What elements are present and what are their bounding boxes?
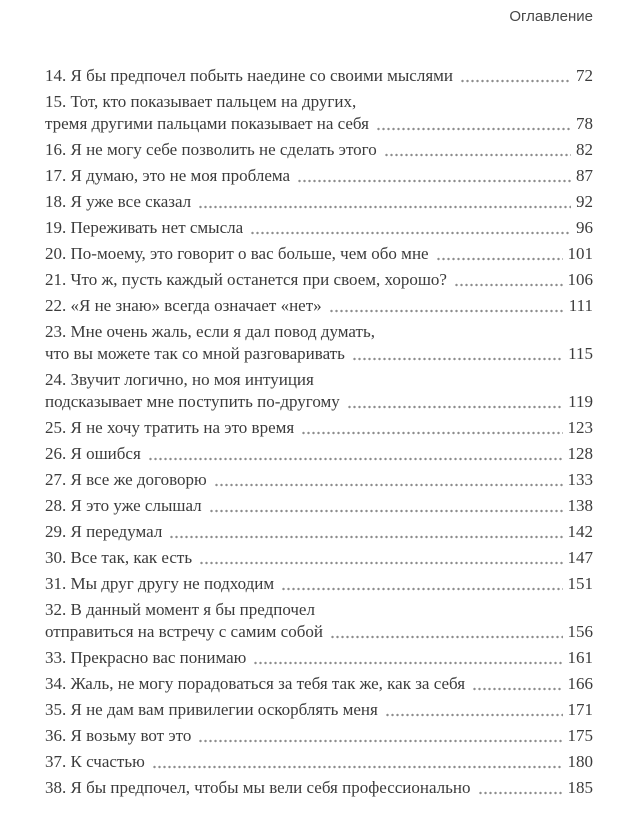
toc-entry[interactable] — [45, 295, 593, 317]
toc-entry-text: 21. Что ж, пусть каждый останется при своем, хорошо? — [45, 270, 447, 289]
toc-entry-line — [45, 113, 593, 135]
toc-entry[interactable] — [45, 469, 593, 491]
toc-entry-text: подсказывает мне поступить по-другому — [45, 392, 340, 411]
toc-entry-line — [45, 321, 593, 343]
dot-leader — [472, 687, 562, 691]
toc-page-number: 87 — [576, 166, 593, 185]
toc-entry[interactable] — [45, 751, 593, 773]
toc-entry-text: 26. Я ошибся — [45, 444, 141, 463]
toc-entry-line — [45, 521, 593, 543]
toc-page-number: 185 — [567, 778, 593, 797]
toc-entry-text: 38. Я бы предпочел, чтобы мы вели себя профессионально — [45, 778, 471, 797]
toc-entry-text: 35. Я не дам вам привилегии оскорблять меня — [45, 700, 378, 719]
toc-entry-text: 25. Я не хочу тратить на это время — [45, 418, 295, 437]
toc-page-number: 142 — [567, 522, 593, 541]
dot-leader — [384, 153, 571, 157]
toc-entry-line — [45, 295, 593, 317]
toc-entry[interactable] — [45, 269, 593, 291]
toc-entry-text: 34. Жаль, не могу порадоваться за тебя так же, как за себя — [45, 674, 466, 693]
toc-page-number: 128 — [567, 444, 593, 463]
dot-leader — [478, 791, 563, 795]
toc-page-number: 92 — [576, 192, 593, 211]
dot-leader — [329, 309, 564, 313]
toc-entry-text: 20. По-моему, это говорит о вас больше, чем обо мне — [45, 244, 429, 263]
dot-leader — [152, 765, 563, 769]
toc-entry-line — [45, 725, 593, 747]
dot-leader — [148, 457, 563, 461]
dot-leader — [297, 179, 571, 183]
toc-entry-line — [45, 469, 593, 491]
toc-entry[interactable] — [45, 417, 593, 439]
toc-entry-text: 29. Я передумал — [45, 522, 163, 541]
toc-entry-text: 31. Мы друг другу не подходим — [45, 574, 275, 593]
dot-leader — [376, 127, 571, 131]
toc-entry-line — [45, 343, 593, 365]
toc-entry-line — [45, 699, 593, 721]
toc-page-number: 82 — [576, 140, 593, 159]
toc-entry-text: 17. Я думаю, это не моя проблема — [45, 166, 291, 185]
toc-entry-text: 30. Все так, как есть — [45, 548, 193, 567]
toc-entry[interactable] — [45, 647, 593, 669]
dot-leader — [198, 205, 571, 209]
toc-page-number: 119 — [568, 392, 593, 411]
toc-page-number: 123 — [567, 418, 593, 437]
toc-entry-text: 32. В данный момент я бы предпочел — [45, 600, 315, 619]
dot-leader — [253, 661, 562, 665]
toc-page-number: 175 — [567, 726, 593, 745]
toc-entry-line — [45, 443, 593, 465]
dot-leader — [454, 283, 563, 287]
toc-entry[interactable] — [45, 217, 593, 239]
toc-page-number: 106 — [567, 270, 593, 289]
toc-entry-line — [45, 243, 593, 265]
dot-leader — [301, 431, 562, 435]
toc-entry-line — [45, 65, 593, 87]
dot-leader — [347, 405, 563, 409]
toc-entry-text: 16. Я не могу себе позволить не сделать этого — [45, 140, 377, 159]
toc-entry-line — [45, 673, 593, 695]
toc-entry[interactable] — [45, 725, 593, 747]
toc-page-number: 161 — [567, 648, 593, 667]
toc-page-number: 166 — [567, 674, 593, 693]
toc-entry-text: 15. Тот, кто показывает пальцем на других, — [45, 92, 357, 111]
dot-leader — [198, 739, 562, 743]
toc-page-number: 151 — [567, 574, 593, 593]
toc-entry-line — [45, 369, 593, 391]
toc-entry[interactable] — [45, 673, 593, 695]
toc-entry-line — [45, 547, 593, 569]
toc-page-number: 96 — [576, 218, 593, 237]
toc-entry-text: 33. Прекрасно вас понимаю — [45, 648, 247, 667]
toc-entry[interactable] — [45, 321, 593, 365]
dot-leader — [281, 587, 562, 591]
toc-entry-text: отправиться на встречу с самим собой — [45, 622, 323, 641]
toc-page-number: 72 — [576, 66, 593, 85]
toc-entry[interactable] — [45, 139, 593, 161]
toc-entry-line — [45, 391, 593, 413]
toc-entry-line — [45, 751, 593, 773]
toc-entry-line — [45, 191, 593, 213]
toc-page-number: 111 — [568, 296, 593, 315]
dot-leader — [169, 535, 562, 539]
toc-page-number: 180 — [567, 752, 593, 771]
toc-entry-text: что вы можете так со мной разговаривать — [45, 344, 345, 363]
dot-leader — [460, 79, 571, 83]
toc-entry-line — [45, 165, 593, 187]
dot-leader — [352, 357, 563, 361]
toc-entry-line — [45, 417, 593, 439]
dot-leader — [330, 635, 563, 639]
table-of-contents — [45, 65, 593, 799]
toc-entry[interactable] — [45, 165, 593, 187]
toc-entry-text: 18. Я уже все сказал — [45, 192, 192, 211]
toc-entry[interactable] — [45, 243, 593, 265]
toc-entry-line — [45, 217, 593, 239]
toc-entry[interactable] — [45, 573, 593, 595]
toc-entry[interactable] — [45, 443, 593, 465]
toc-entry-text: 23. Мне очень жаль, если я дал повод думать, — [45, 322, 375, 341]
toc-entry-text: 14. Я бы предпочел побыть наедине со своими мыслями — [45, 66, 454, 85]
toc-entry-line — [45, 621, 593, 643]
toc-entry-text: 22. «Я не знаю» всегда означает «нет» — [45, 296, 322, 315]
toc-page-number: 147 — [567, 548, 593, 567]
toc-entry[interactable] — [45, 369, 593, 413]
toc-page-number: 138 — [567, 496, 593, 515]
toc-page-number: 115 — [568, 344, 593, 363]
toc-entry[interactable] — [45, 91, 593, 135]
toc-entry[interactable] — [45, 599, 593, 643]
toc-entry[interactable] — [45, 191, 593, 213]
toc-entry-line — [45, 139, 593, 161]
toc-entry-text: 36. Я возьму вот это — [45, 726, 192, 745]
toc-entry-text: 24. Звучит логично, но моя интуиция — [45, 370, 314, 389]
toc-entry-line — [45, 269, 593, 291]
toc-entry-text: 28. Я это уже слышал — [45, 496, 202, 515]
toc-entry-line — [45, 495, 593, 517]
dot-leader — [214, 483, 563, 487]
toc-entry-line — [45, 599, 593, 621]
toc-entry-text: 27. Я все же договорю — [45, 470, 207, 489]
dot-leader — [436, 257, 563, 261]
toc-page-number: 133 — [567, 470, 593, 489]
dot-leader — [250, 231, 571, 235]
toc-page-number: 78 — [576, 114, 593, 133]
toc-entry[interactable] — [45, 495, 593, 517]
toc-entry[interactable] — [45, 699, 593, 721]
toc-entry-line — [45, 647, 593, 669]
toc-page-number: 156 — [567, 622, 593, 641]
toc-page-number: 101 — [567, 244, 593, 263]
toc-page-number: 171 — [567, 700, 593, 719]
toc-entry-line — [45, 573, 593, 595]
dot-leader — [209, 509, 563, 513]
toc-entry-text: тремя другими пальцами показывает на себя — [45, 114, 369, 133]
toc-entry[interactable] — [45, 547, 593, 569]
page-header-title: Оглавление — [509, 8, 593, 25]
dot-leader — [199, 561, 562, 565]
toc-entry-line — [45, 777, 593, 799]
toc-entry[interactable] — [45, 65, 593, 87]
toc-entry-text: 37. К счастью — [45, 752, 145, 771]
toc-entry-line — [45, 91, 593, 113]
toc-entry[interactable] — [45, 777, 593, 799]
dot-leader — [385, 713, 563, 717]
toc-entry-text: 19. Переживать нет смысла — [45, 218, 244, 237]
toc-entry[interactable] — [45, 521, 593, 543]
